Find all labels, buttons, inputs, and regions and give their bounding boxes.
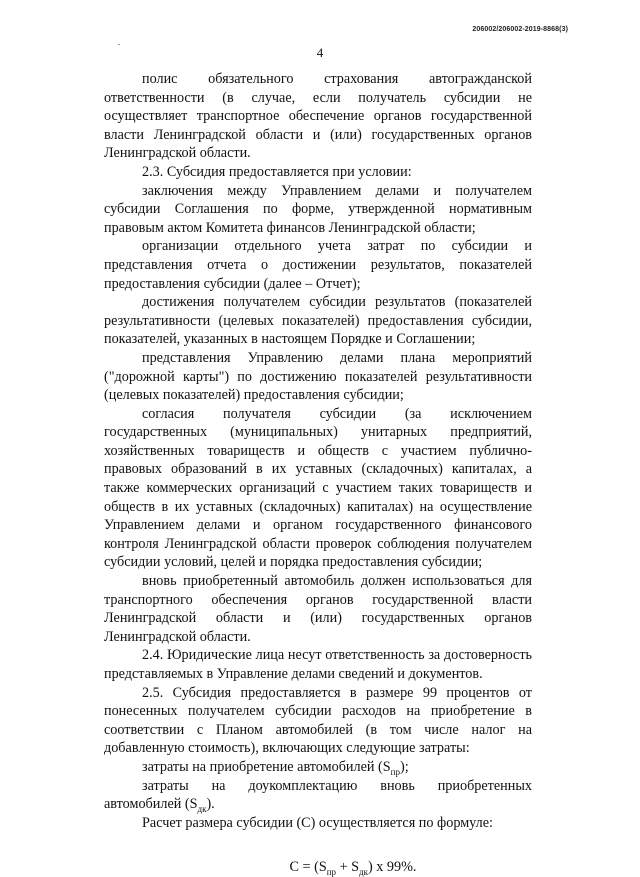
cost-item-text: затраты на приобретение автомобилей (S — [142, 758, 391, 775]
cost-item-purchase — [104, 758, 532, 777]
cost-item-completion — [104, 777, 532, 814]
subscript: дк — [359, 867, 368, 877]
subscript: пр — [326, 867, 337, 877]
document-id: 206002/206002-2019-8868(3) — [472, 26, 568, 33]
paragraph: 2.4. Юридические лица несут ответственность за достоверность представляемых в Управление делами сведений и документов. — [104, 647, 532, 682]
subsidy-formula — [104, 858, 532, 877]
paragraph: 2.5. Субсидия предоставляется в размере 99 процентов от понесенных получателем субсидии расходов на приобретение в соответствии с Планом автомобилей (в том числе налог на добавленную стоимость), включающих следующие затраты: — [104, 684, 532, 757]
cost-item-tail: ); — [399, 758, 409, 775]
paragraph: полис обязательного страхования автогражданской ответственности (в случае, если получатель субсидии не осуществляет транспортное обеспечение органов государственной власти Ленинградской области и (или) государственных органов Ленинградской области. — [104, 71, 532, 162]
subscript: дк — [197, 803, 207, 814]
paragraph: организации отдельного учета затрат по субсидии и представления отчета о достижении результатов, показателей предоставления субсидии (далее – Отчет); — [104, 238, 532, 292]
cost-item-text: затраты на доукомплектацию вновь приобретенных автомобилей (S — [104, 777, 532, 813]
page-number: 4 — [316, 45, 324, 60]
formula-rhs: ) х 99%. — [368, 859, 417, 876]
paragraph: достижения получателем субсидии результатов (показателей результативности (целевых показателей) предоставления субсидии, показателей, указанных в настоящем Порядке и Соглашении; — [104, 294, 532, 348]
paragraph: представления Управлению делами плана мероприятий ("дорожной карты") по достижению показателей результативности (целевых показателей) предоставления субсидии; — [104, 349, 532, 404]
paragraph: заключения между Управлением делами и получателем субсидии Соглашения по форме, утвержденной нормативным правовым актом Комитета финансов Ленинградской области; — [104, 182, 532, 236]
paragraph: согласия получателя субсидии (за исключением государственных (муниципальных) унитарных предприятий, хозяйственных товариществ и обществ с участием публично-правовых образований в их уставных (складочных) капиталах, а также коммерческих организаций с участием таких товариществ и обществ в их уставных (складочных) капиталах) на осуществление Управлением делами и органом государственного финансового контроля Ленинградской области проверок соблюдения получателем субсидии условий, целей и порядка предоставления субсидии; — [104, 405, 532, 571]
calculation-intro: Расчет размера субсидии (С) осуществляется по формуле: — [142, 814, 493, 831]
formula-lhs: С = (S — [289, 859, 327, 876]
paragraph: 2.3. Субсидия предоставляется при условии: — [142, 163, 412, 180]
document-body — [104, 70, 532, 877]
subscript: пр — [390, 766, 400, 777]
paragraph: вновь приобретенный автомобиль должен использоваться для транспортного обеспечения органов государственной власти Ленинградской области и (или) государственных органов Ленинградской области. — [104, 573, 532, 645]
formula-mid: + S — [336, 859, 360, 876]
cost-item-tail: ). — [206, 796, 215, 813]
